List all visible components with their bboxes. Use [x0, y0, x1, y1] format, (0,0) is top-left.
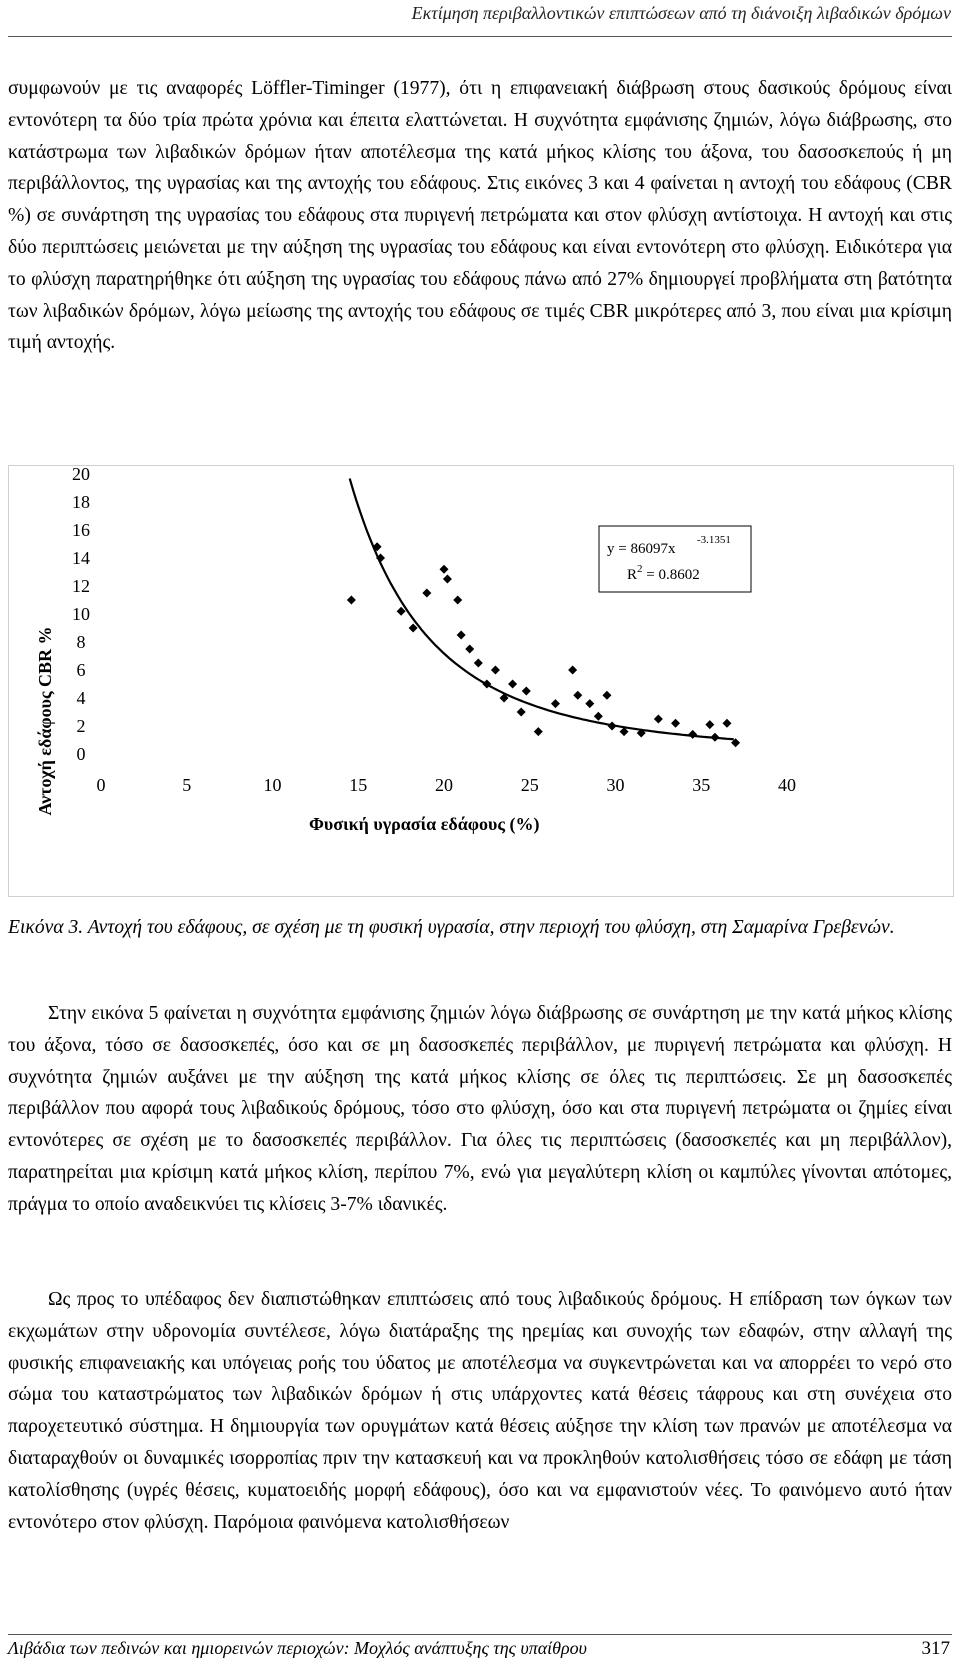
data-point	[688, 730, 697, 739]
data-point	[568, 666, 577, 675]
r-squared-superscript: 2	[637, 563, 643, 575]
data-point	[594, 712, 603, 721]
x-tick-label: 30	[606, 775, 625, 795]
running-header: Εκτίμηση περιβαλλοντικών επιπτώσεων από τη διάνοιξη λιβαδικών δρόμων	[411, 3, 951, 23]
data-point	[347, 596, 356, 605]
page-number: 317	[921, 1638, 950, 1659]
x-tick-label: 20	[435, 775, 453, 795]
y-tick-label: 10	[72, 604, 90, 624]
data-point	[671, 719, 680, 728]
r-squared-symbol: R	[627, 567, 638, 583]
x-tick-label: 0	[96, 775, 106, 795]
y-tick-label: 8	[76, 632, 86, 652]
data-point	[453, 596, 462, 605]
data-point	[585, 699, 594, 708]
data-point	[422, 589, 431, 598]
header-divider	[8, 36, 952, 37]
data-point	[522, 687, 531, 696]
data-point	[440, 565, 449, 574]
x-tick-label: 25	[520, 775, 539, 795]
y-tick-label: 14	[72, 548, 90, 568]
x-axis-title: Φυσική υγρασία εδάφους (%)	[309, 814, 540, 834]
data-point	[534, 727, 543, 736]
y-axis-title: Αντοχή εδάφους CBR %	[35, 626, 55, 816]
data-point	[409, 624, 418, 633]
y-tick-label: 0	[76, 744, 86, 764]
footer-book-title: Λιβάδια των πεδινών και ημιορεινών περιοχών: Μοχλός ανάπτυξης της υπαίθρου	[8, 1638, 587, 1658]
x-tick-label: 5	[182, 775, 192, 795]
data-point	[474, 659, 483, 668]
data-point	[722, 719, 731, 728]
x-tick-labels	[97, 775, 797, 795]
figure-3	[8, 465, 954, 897]
data-point	[508, 680, 517, 689]
data-point	[465, 645, 474, 654]
data-point	[551, 699, 560, 708]
trendline-curve	[350, 479, 734, 740]
data-point	[491, 666, 500, 675]
y-tick-label: 2	[76, 716, 86, 736]
data-point	[573, 691, 582, 700]
y-tick-label: 6	[76, 660, 86, 680]
x-tick-label: 35	[692, 775, 711, 795]
footer-divider	[8, 1634, 952, 1635]
data-point	[710, 733, 719, 742]
x-tick-label: 40	[778, 775, 796, 795]
x-tick-label: 15	[349, 775, 368, 795]
data-point	[457, 631, 466, 640]
figure-caption: Εικόνα 3. Αντοχή του εδάφους, σε σχέση με τη φυσική υγρασία, στην περιοχή του φλύσχη, στη Σαμαρίνα Γρεβενών.	[8, 917, 895, 938]
r-squared-value: = 0.8602	[642, 567, 700, 583]
cbr-moisture-chart	[9, 466, 953, 896]
data-point	[654, 715, 663, 724]
trend-equation: y = 86097x	[607, 541, 676, 557]
x-tick-label: 10	[263, 775, 282, 795]
data-point	[705, 720, 714, 729]
paragraph-3: Ως προς το υπέδαφος δεν διαπιστώθηκαν επιπτώσεις από τους λιβαδικούς δρόμους. Η επίδραση των όγκων των εκχωμάτων στην υδρονομία συντέλεσε, λόγω διατάραξης της ηρεμίας και συνοχής των εδαφών, στην αλλαγή της φυσικής επιφανειακής και υπόγειας ροής του ύδατος με αποτέλεσμα να συγκεντρώνεται και να απορρέει το νερό στο σώμα του καταστρώματος των λιβαδικών δρόμων ή στις υπάρχοντες κατά θέσεις τάφρους και στη συνέχεια στο παροχετευτικό σύστημα. Η δημιουργία των ορυγμάτων κατά θέσεις αύξησε την κλίση των πρανών με αποτέλεσμα να διαταραχθούν οι δυναμικές ισορροπίας πριν την κατασκευή και να προκληθούν κατολισθήσεις τόσο σε εδάφη με τάση κατολίσθησης (υγρές θέσεις, κυματοειδής μορφή εδάφους), όσο και να εμφανιστούν νέες. Το φαινόμενο αυτό ήταν εντονότερο στον φλύσχη. Παρόμοια φαινόμενα κατολισθήσεων	[8, 1289, 952, 1533]
y-tick-labels	[72, 466, 90, 764]
data-point	[602, 691, 611, 700]
y-tick-label: 18	[72, 492, 90, 512]
data-point	[443, 575, 452, 584]
trend-exponent: -3.1351	[697, 534, 731, 546]
y-tick-label: 16	[72, 520, 90, 540]
y-tick-label: 20	[72, 466, 90, 484]
paragraph-1: συμφωνούν με τις αναφορές Löffler-Timinger (1977), ότι η επιφανειακή διάβρωση στους δασικούς δρόμους είναι εντονότερη τα δύο τρία πρώτα χρόνια και έπειτα ελαττώνεται. Η συχνότητα εμφάνισης ζημιών, λόγω διάβρωσης, στο κατάστρωμα των λιβαδικών δρόμων ήταν αποτέλεσμα της κατά μήκος κλίσης του άξονα, του δασοσκεπούς ή μη περιβάλλοντος, της υγρασίας και της αντοχής του εδάφους. Στις εικόνες 3 και 4 φαίνεται η αντοχή του εδάφους (CBR %) σε συνάρτηση της υγρασίας του εδάφους στα πυριγενή πετρώματα και στον φλύσχη αντίστοιχα. Η αντοχή και στις δύο περιπτώσεις μειώνεται με την αύξηση της υγρασίας του εδάφους και είναι εντονότερη στο φλύσχη. Ειδικότερα για το φλύσχη παρατηρήθηκε ότι αύξηση της υγρασίας του εδάφους πάνω από 27% δημιουργεί προβλήματα στη βατότητα των λιβαδικών δρόμων, λόγω μείωσης της αντοχής του εδάφους σε τιμές CBR μικρότερες από 3, που είναι μια κρίσιμη τιμή αντοχής.	[8, 78, 952, 354]
y-tick-label: 12	[72, 576, 90, 596]
data-point	[608, 722, 617, 731]
paragraph-2: Στην εικόνα 5 φαίνεται η συχνότητα εμφάνισης ζημιών λόγω διάβρωσης σε συνάρτηση με την κατά μήκος κλίσης του άξονα, τόσο σε δασοσκεπές, όσο και σε μη δασοσκεπές περιβάλλον, με πυριγενή πετρώματα και φλύσχη. Η συχνότητα ζημιών αυξάνει με την αύξηση της κατά μήκος κλίσης σε όλες τις περιπτώσεις. Σε μη δασοσκεπές περιβάλλον που αφορά τους λιβαδικούς δρόμους, τόσο στο φλύσχη, όσο και στα πυριγενή πετρώματα οι ζημίες είναι εντονότερες σε σχέση με το δασοσκεπές περιβάλλον. Για όλες τις περιπτώσεις (δασοσκεπές και μη περιβάλλον), παρατηρείται μια κρίσιμη κατά μήκος κλίση, περίπου 7%, ενώ για μεγαλύτερη κλίση οι καμπύλες γίνονται απότομες, πράγμα το οποίο αναδεικνύει τις κλίσεις 3-7% ιδανικές.	[8, 1003, 952, 1215]
data-point	[517, 708, 526, 717]
y-tick-label: 4	[76, 688, 86, 708]
